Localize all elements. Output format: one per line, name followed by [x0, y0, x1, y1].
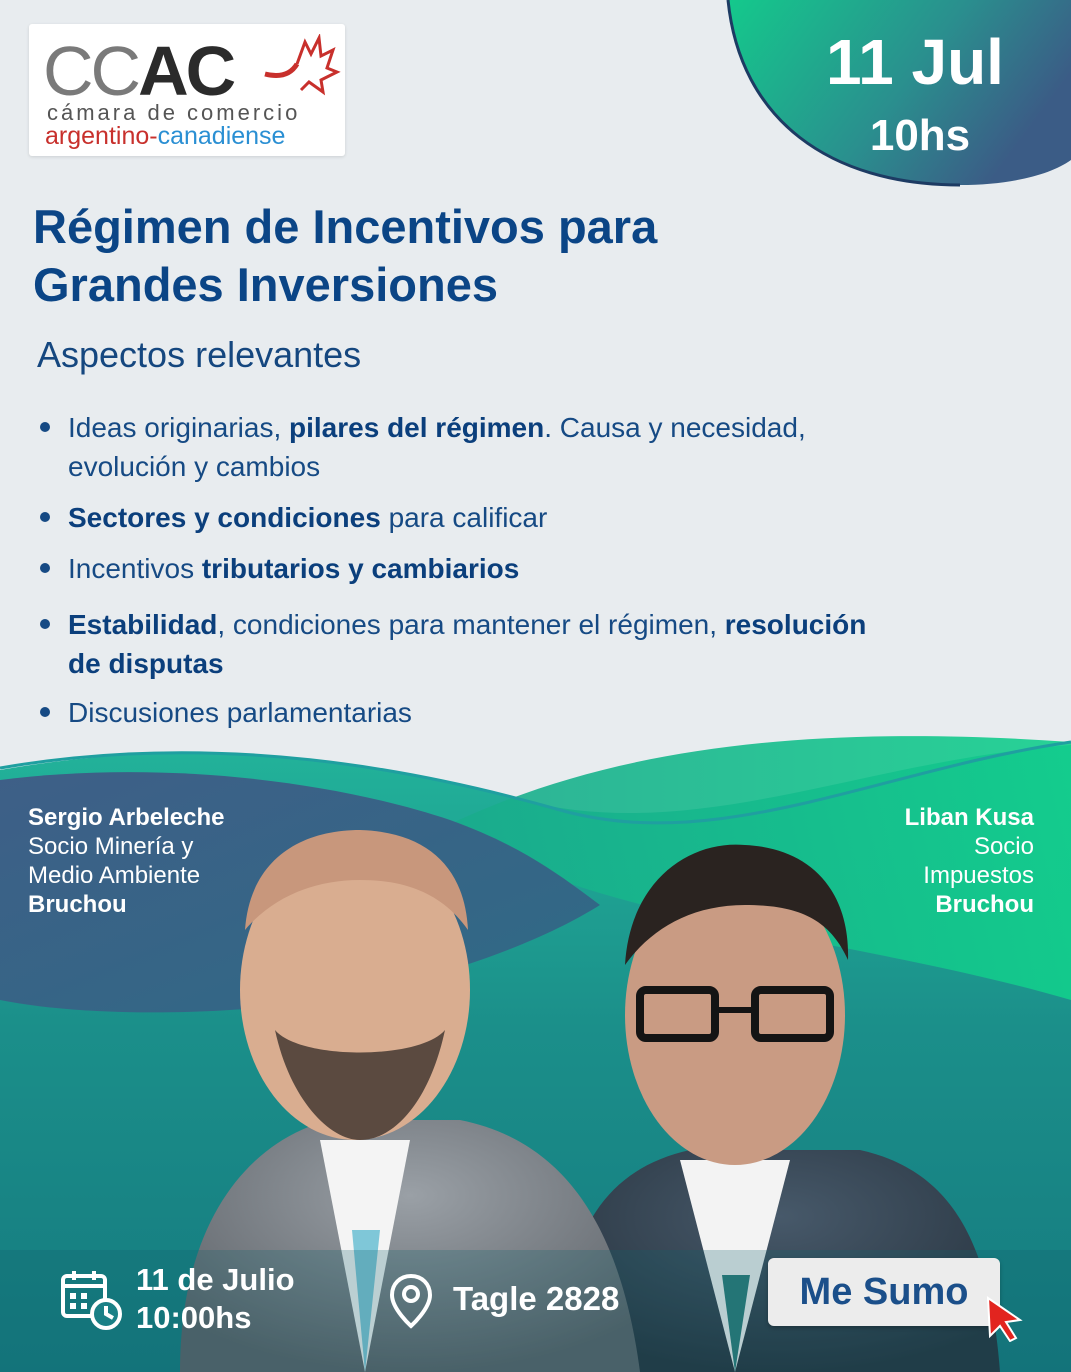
logo-name: argentino-canadiense: [45, 122, 286, 150]
speaker-name: Liban Kusa: [904, 804, 1034, 831]
subtitle: Aspectos relevantes: [37, 334, 362, 375]
event-location: Tagle 2828: [453, 1280, 620, 1317]
page-title: Régimen de Incentivos para Grandes Inversiones: [33, 200, 658, 311]
speaker-role: Socio: [973, 833, 1034, 860]
topic-list: [40, 408, 1020, 732]
maple-leaf-icon: [261, 34, 341, 98]
speaker-right-info: [760, 803, 1034, 919]
logo-mark: CCAC: [43, 32, 234, 110]
badge-day: 11 Jul: [826, 26, 1004, 98]
badge-time: 10hs: [869, 111, 971, 160]
me-sumo-button[interactable]: Me Sumo: [768, 1258, 1000, 1326]
speaker-left-info: [28, 803, 328, 919]
list-item: Discusiones parlamentarias: [40, 693, 1020, 732]
event-datetime: 11 de Julio 10:00hs: [136, 1262, 295, 1335]
speaker-firm: Bruchou: [935, 891, 1034, 918]
speaker-role: Medio Ambiente: [28, 862, 201, 889]
speaker-role: Socio Minería y: [28, 833, 194, 860]
location-pin-icon: [388, 1272, 434, 1330]
list-item: Incentivos tributarios y cambiarios: [40, 549, 1020, 588]
speaker-firm: Bruchou: [28, 891, 127, 918]
speaker-role: Impuestos: [923, 862, 1034, 889]
speaker-name: Sergio Arbeleche: [28, 804, 225, 831]
cursor-arrow-icon: [984, 1296, 1026, 1342]
logo-tagline: cámara de comercio: [47, 100, 301, 125]
calendar-clock-icon: [60, 1268, 124, 1332]
list-item: Estabilidad, condiciones para mantener el régimen, resolución de disputas: [40, 605, 1020, 683]
list-item: Sectores y condiciones para calificar: [40, 498, 1020, 537]
list-item: Ideas originarias, pilares del régimen. Causa y necesidad, evolución y cambios: [40, 408, 1020, 486]
logo-card: [29, 24, 345, 156]
